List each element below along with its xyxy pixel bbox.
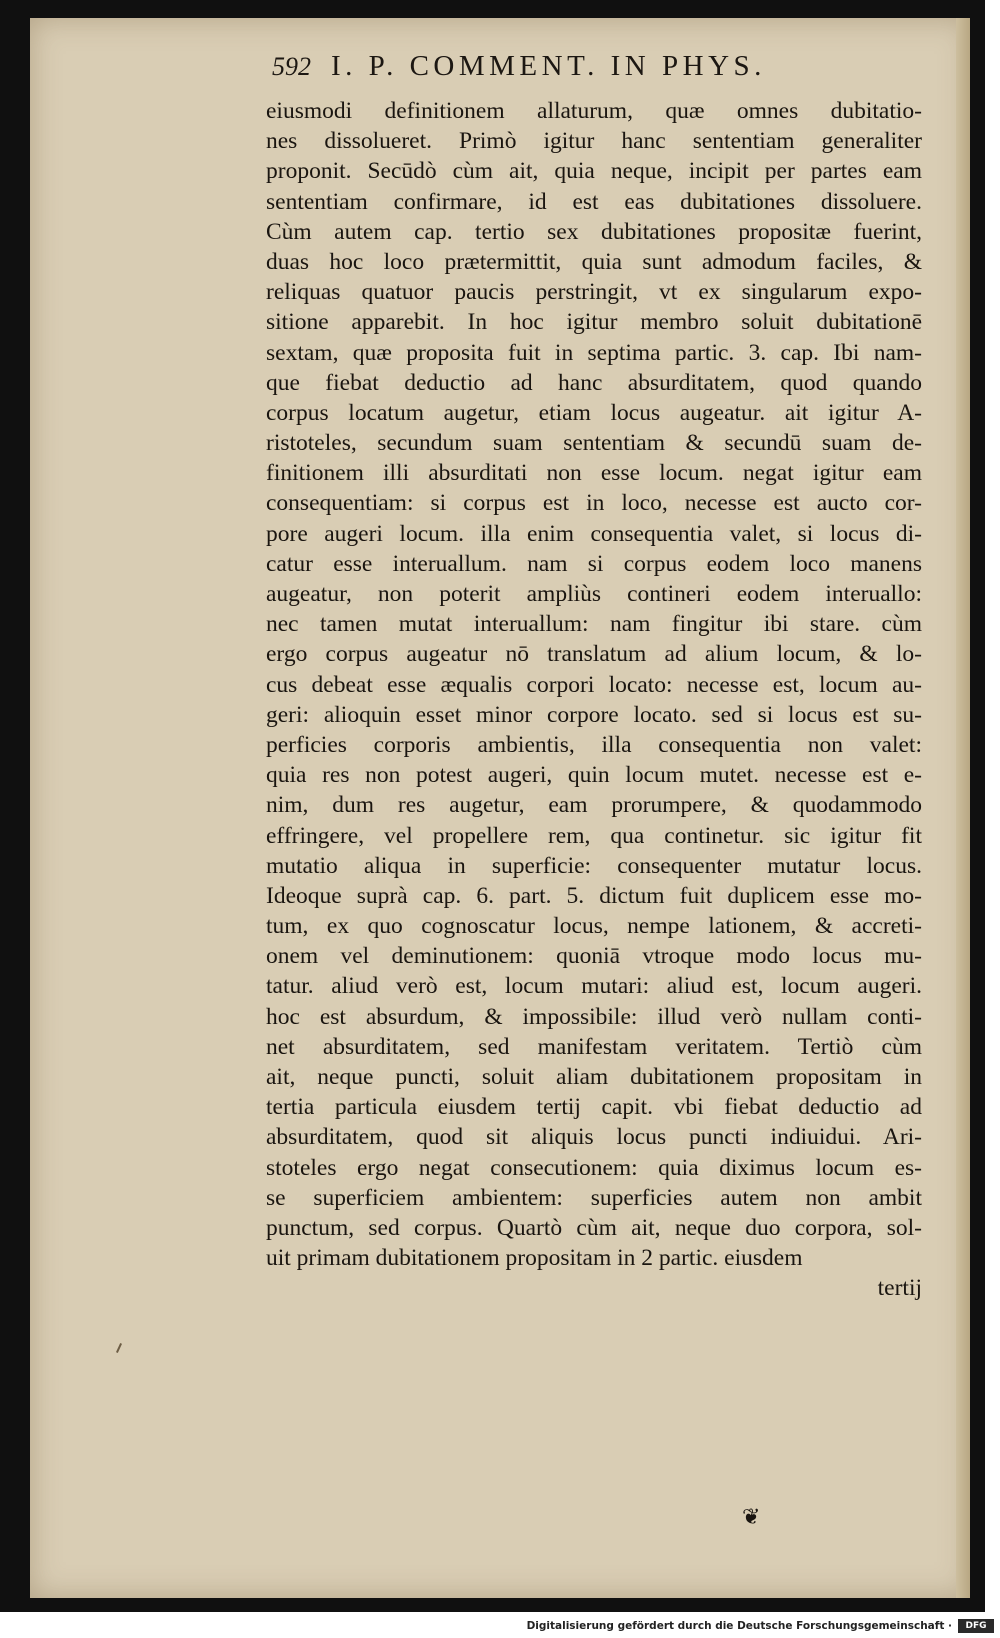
running-head <box>272 50 922 83</box>
text-line: sententiam confirmare, id est eas dubitationes dissoluere. <box>266 188 922 215</box>
text-line: onem vel deminutionem: quoniā vtroque modo locus mu- <box>266 943 922 970</box>
text-line: quia res non potest augeri, quin locum mutet. necesse est e- <box>266 762 922 789</box>
text-line: tertia particula eiusdem tertij capit. vbi fiebat deductio ad <box>266 1094 922 1121</box>
text-line: tum, ex quo cognoscatur locus, nempe lationem, & accreti- <box>266 913 922 940</box>
text-line: sitione apparebit. In hoc igitur membro soluit dubitationē <box>266 309 922 336</box>
text-line: consequentiam: si corpus est in loco, necesse est aucto cor- <box>266 490 922 517</box>
text-line: cus debeat esse æqualis corpori locato: necesse est, locum au- <box>266 671 922 698</box>
text-line: proponit. Secūdò cùm ait, quia neque, incipit per partes eam <box>266 158 922 185</box>
text-line: ristoteles, secundum suam sententiam & secundū suam de- <box>266 430 922 457</box>
catchword: tertij <box>877 1275 922 1302</box>
text-line: perficies corporis ambientis, illa consequentia non valet: <box>266 731 922 758</box>
footer-credit: Digitalisierung gefördert durch die Deutsche Forschungsgemeinschaft · <box>526 1620 952 1632</box>
page-edge <box>956 18 970 1598</box>
text-line: net absurditatem, sed manifestam veritatem. Tertiò cùm <box>266 1033 922 1060</box>
text-line: tatur. aliud verò est, locum mutari: aliud est, locum augeri. <box>266 973 922 1000</box>
printer-ornament: ❦ <box>742 1505 761 1530</box>
text-line: eiusmodi definitionem allaturum, quæ omnes dubitatio- <box>266 98 922 124</box>
text-line: reliquas quatuor paucis perstringit, vt ex singularum expo- <box>266 279 922 306</box>
page-number: 592 <box>272 52 311 81</box>
text-line: hoc est absurdum, & impossibile: illud verò nullam conti- <box>266 1003 922 1030</box>
text-line: nes dissolueret. Primò igitur hanc sententiam generaliter <box>266 128 922 155</box>
text-line: Cùm autem cap. tertio sex dubitationes propositæ fuerint, <box>266 218 922 245</box>
text-line: nim, dum res augetur, eam prorumpere, & quodammodo <box>266 792 922 819</box>
text-line: duas hoc loco prætermittit, quia sunt admodum faciles, & <box>266 248 922 275</box>
text-line: mutatio aliqua in superficie: consequenter mutatur locus. <box>266 852 922 879</box>
main-text <box>266 96 922 1304</box>
text-line: geri: alioquin esset minor corpore locato. sed si locus est su- <box>266 701 922 728</box>
text-line: punctum, sed corpus. Quartò cùm ait, neque duo corpora, sol- <box>266 1214 922 1241</box>
text-line: que fiebat deductio ad hanc absurditatem, quod quando <box>266 369 922 396</box>
text-line: nec tamen mutat interuallum: nam fingitur ibi stare. cùm <box>266 611 922 638</box>
text-line: Ideoque suprà cap. 6. part. 5. dictum fuit duplicem esse mo- <box>266 882 922 909</box>
text-line: se superficiem ambientem: superficies autem non ambit <box>266 1184 922 1211</box>
running-title: I. P. COMMENT. IN PHYS. <box>331 50 766 82</box>
text-line: augeatur, non poterit ampliùs contineri eodem interuallo: <box>266 581 922 607</box>
text-line: effringere, vel propellere rem, qua continetur. sic igitur fit <box>266 822 922 849</box>
text-line: sextam, quæ proposita fuit in septima partic. 3. cap. Ibi nam- <box>266 339 922 366</box>
text-line: catur esse interuallum. nam si corpus eodem loco manens <box>266 550 922 577</box>
text-line: ait, neque puncti, soluit aliam dubitationem propositam in <box>266 1064 922 1090</box>
text-line: pore augeri locum. illa enim consequentia valet, si locus di- <box>266 520 922 547</box>
text-line: absurditatem, quod sit aliquis locus puncti indiuidui. Ari- <box>266 1124 922 1151</box>
text-line: uit primam dubitationem propositam in 2 partic. eiusdem <box>266 1245 803 1272</box>
text-line: stoteles ergo negat consecutionem: quia diximus locum es- <box>266 1154 922 1181</box>
text-line: ergo corpus augeatur nō translatum ad alium locum, & lo- <box>266 641 922 668</box>
dfg-logo: DFG <box>958 1619 994 1633</box>
text-line: corpus locatum augetur, etiam locus augeatur. ait igitur A- <box>266 399 922 426</box>
text-line: finitionem illi absurditati non esse locum. negat igitur eam <box>266 460 922 487</box>
